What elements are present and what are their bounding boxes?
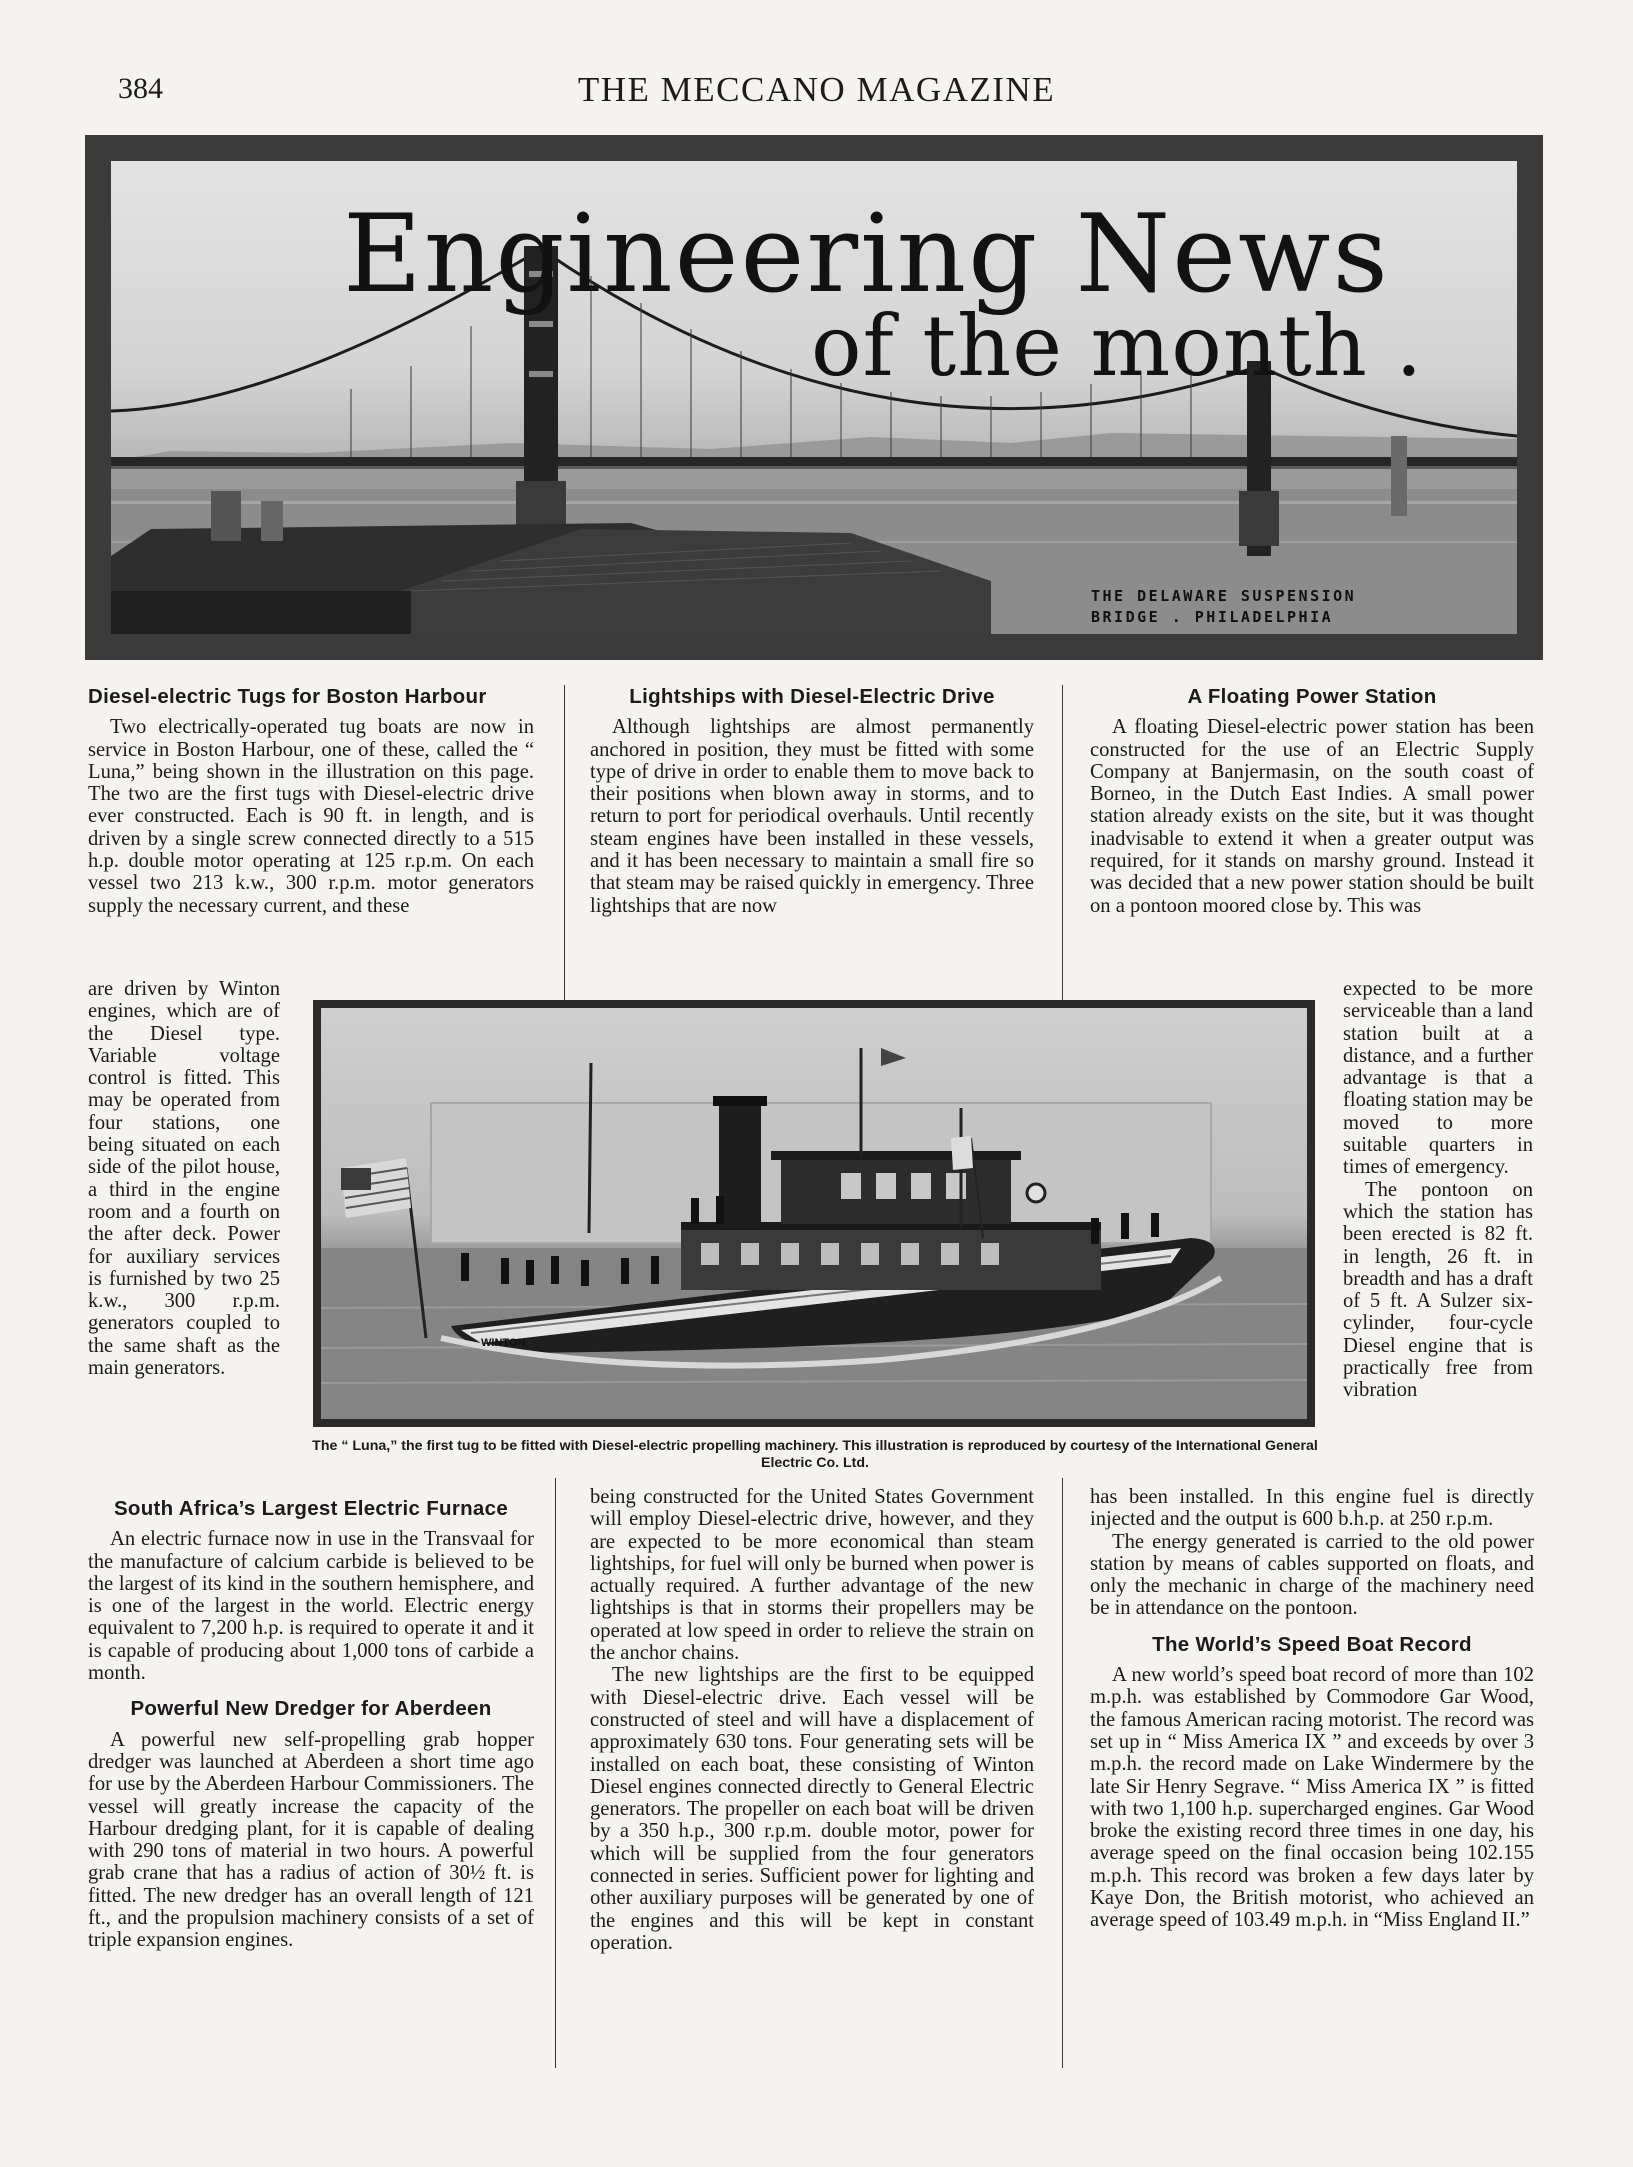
article-heading: Powerful New Dredger for Aberdeen <box>130 1697 492 1721</box>
article-lightships <box>590 686 1034 917</box>
tug-luna-drawing <box>321 1008 1307 1419</box>
column-rule <box>1062 685 1063 1000</box>
tug-photograph <box>313 1000 1315 1427</box>
article-tugs-continued <box>88 978 280 1379</box>
tug-photo-image <box>321 1008 1307 1419</box>
article-power-station <box>1090 686 1534 917</box>
banner-caption-line: BRIDGE . PHILADELPHIA <box>1091 608 1334 626</box>
article-heading: South Africa’s Largest Electric Furnace <box>113 1497 509 1520</box>
banner-caption <box>1091 586 1491 628</box>
banner-subtitle: of the month . <box>811 297 1424 395</box>
engineering-news-banner <box>85 135 1543 660</box>
article-paragraph: are driven by Winton engines, which are of the Diesel type. Variable voltage control is fitted. This may be operated from four stations, one being situated on each side of the pilot house, a third in the engine room and a fourth on the after deck. Power for auxiliary services is furnished by two 25 k.w., 300 r.p.m. generators coupled to the same shaft as the main generators. <box>88 978 280 1380</box>
article-paragraph: expected to be more serviceable than a land station built at a distance, and a further advantage is that a floating station may be moved to more suitable quarters in times of emergency. <box>1343 978 1533 1179</box>
article-heading: A Floating Power Station <box>1187 685 1437 708</box>
article-power-station-lower <box>1090 1486 1534 1932</box>
article-heading: Lightships with Diesel-Electric Drive <box>629 685 995 708</box>
article-paragraph: The pontoon on which the station has been erected is 82 ft. in length, 26 ft. in breadth and has a draft of 5 ft. A Sulzer six-cylinder, four-cycle Diesel engine that is practically free from vibration <box>1343 1178 1533 1402</box>
article-paragraph: An electric furnace now in use in the Transvaal for the manufacture of calcium carbide is believed to be the largest of its kind in the southern hemisphere, and is one of the largest in the world. Electric energy equivalent to 7,200 h.p. is required to operate it and it is capable of producing about 1,000 tons of carbide a month. <box>88 1528 534 1685</box>
article-furnace <box>88 1498 534 1952</box>
photo-caption: The “ Luna,” the first tug to be fitted with Diesel-electric propelling machinery. This illustration is reproduced by courtesy of the International General Electric Co. Ltd. <box>312 1438 1318 1471</box>
banner-caption-line: THE DELAWARE SUSPENSION <box>1091 587 1357 605</box>
article-paragraph: Two electrically-operated tug boats are now in service in Boston Harbour, one of these, called the “ Luna,” being shown in the illustration on this page. The two are the first tugs with Diesel-electric drive ever constructed. Each is 90 ft. in length, and is driven by a single screw connected directly to a 515 h.p. double motor operating at 125 r.p.m. On each vessel two 213 k.w., 300 r.p.m. motor generators supply the necessary current, and these <box>88 716 534 917</box>
article-paragraph: Although lightships are almost permanently anchored in position, they must be fitted with some type of drive in order to enable them to move back to their positions when blown away in storms, and to return to port for periodical overhauls. Until recently steam engines have been installed in these vessels, and it has been necessary to maintain a small fire so that steam may be raised quickly in emergency. Three lightships that are now <box>590 716 1034 917</box>
article-paragraph: has been installed. In this engine fuel is directly injected and the output is 600 b.h.p. at 250 r.p.m. <box>1090 1486 1534 1531</box>
page-number: 384 <box>118 72 163 105</box>
article-paragraph: The energy generated is carried to the old power station by means of cables supported on floats, and only the mechanic in charge of the machinery need be in attendance on the pontoon. <box>1090 1530 1534 1620</box>
article-paragraph: A powerful new self-propelling grab hopper dredger was launched at Aberdeen a short time ago for use by the Aberdeen Harbour Commissioners. The vessel will greatly increase the capacity of the Harbour dredging plant, for it is capable of dealing with 290 tons of material in two hours. A powerful grab crane that has a radius of action of 30½ ft. is fitted. The new dredger has an overall length of 121 ft., and the propulsion machinery consists of a set of triple expansion engines. <box>88 1728 534 1952</box>
column-rule <box>555 1478 556 2068</box>
article-tugs <box>88 686 534 917</box>
bridge-illustration <box>111 161 1517 634</box>
article-lightships-continued <box>590 1486 1034 1954</box>
banner-title: Engineering News <box>343 192 1390 317</box>
article-power-station-continued <box>1343 978 1533 1402</box>
article-paragraph: being constructed for the United States Government will employ Diesel-electric drive, however, and they are expected to be more economical than steam lightships, for fuel will only be burned when power is actually required. A further advantage of the new lightships is that in storms their propellers may be operated at low speed in order to relieve the strain on the anchor chains. <box>590 1486 1034 1665</box>
article-heading: Diesel-electric Tugs for Boston Harbour <box>88 685 487 708</box>
article-paragraph: The new lightships are the first to be equipped with Diesel-electric drive. Each vessel will be constructed of steel and will have a displacement of approximately 630 tons. Four generating sets will be installed on each boat, these consisting of Winton Diesel engines connected directly to General Electric generators. The propeller on each boat will be driven by a 350 h.p., 300 r.p.m. double motor, power for which will be supplied from the four generators connected in series. Sufficient power for lighting and other auxiliary purposes will be generated by one of the engines and this will be kept in constant operation. <box>590 1664 1034 1954</box>
column-rule <box>1062 1478 1063 2068</box>
article-heading: The World’s Speed Boat Record <box>1152 1632 1472 1656</box>
magazine-title: THE MECCANO MAGAZINE <box>577 70 1056 109</box>
column-rule <box>564 685 565 1000</box>
hull-name-label: WINTON <box>481 1337 526 1349</box>
article-paragraph: A floating Diesel-electric power station has been constructed for the use of an Electric Supply Company at Banjermasin, on the south coast of Borneo, in the Dutch East Indies. A small power station already exists on the site, but it was thought inadvisable to extend it when a greater output was required, for it stands on marshy ground. Instead it was decided that a new power station should be built on a pontoon moored close by. This was <box>1090 716 1534 917</box>
article-paragraph: A new world’s speed boat record of more than 102 m.p.h. was established by Commodore Gar Wood, the famous American racing motorist. The record was set up in “ Miss America IX ” and exceeds by over 3 m.p.h. the record made on Lake Windermere by the late Sir Henry Segrave. “ Miss America IX ” is fitted with two 1,100 h.p. supercharged engines. Gar Wood broke the existing record three times in one day, his average speed on the final occasion being 102.155 m.p.h. This record was broken a few days later by Kaye Don, the British motorist, who achieved an average speed of 103.49 m.p.h. in “Miss England II.” <box>1090 1664 1534 1932</box>
